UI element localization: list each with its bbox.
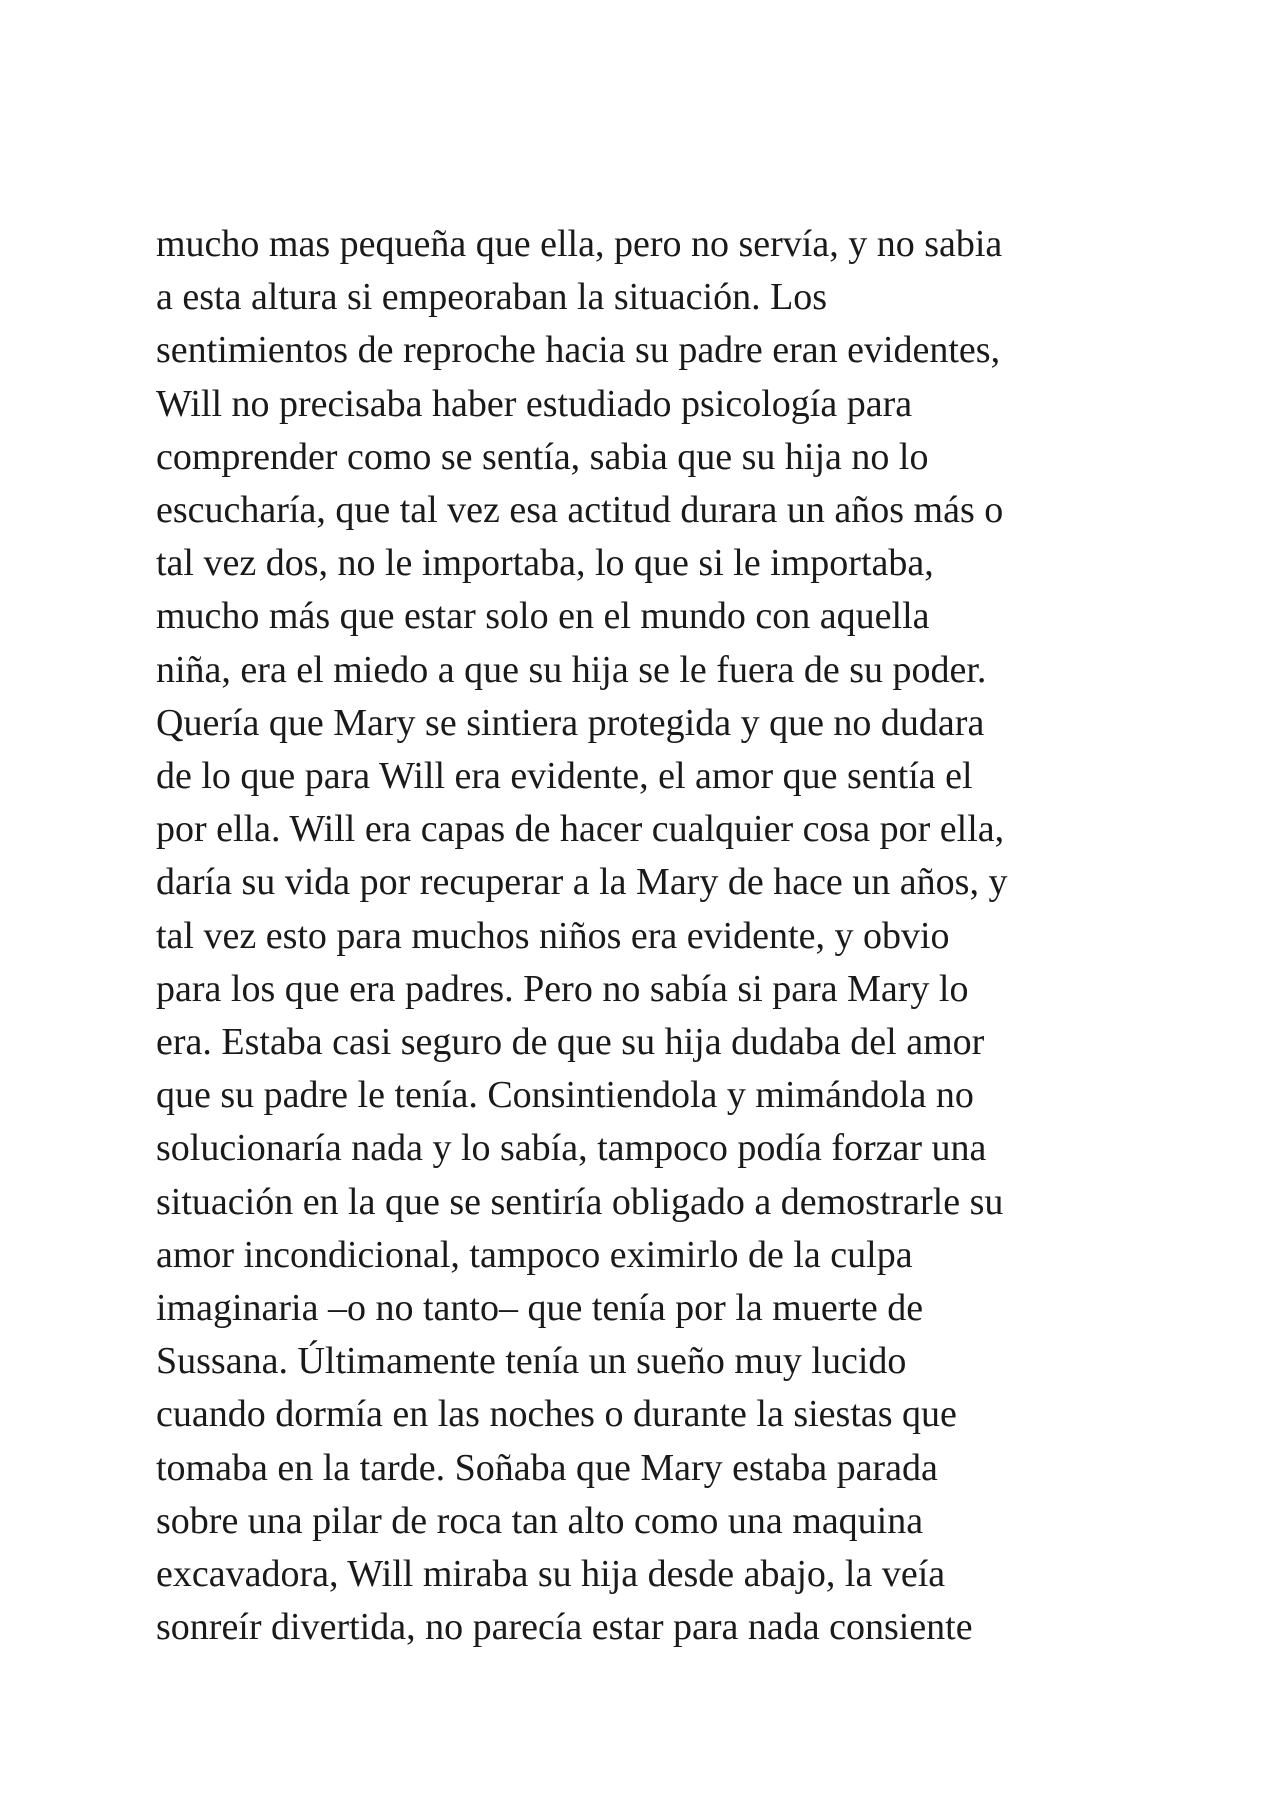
text-line-27: sonreír divertida, no parecía estar para nada consiente (156, 1606, 973, 1649)
text-line-7: tal vez dos, no le importaba, lo que si le importaba, (156, 542, 934, 585)
text-line-23: cuando dormía en las noches o durante la siestas que (156, 1393, 957, 1436)
text-line-20: amor incondicional, tampoco eximirlo de la culpa (156, 1233, 913, 1276)
text-line-2: a esta altura si empeoraban la situación. Los (156, 276, 828, 319)
text-line-17: que su padre le tenía. Consintiendola y mimándola no (156, 1074, 974, 1117)
text-line-15: para los que era padres. Pero no sabía si para Mary lo (156, 967, 969, 1010)
text-line-25: sobre una pilar de roca tan alto como una maquina (156, 1499, 924, 1542)
text-line-11: de lo que para Will era evidente, el amor que sentía el (156, 755, 973, 798)
text-line-24: tomaba en la tarde. Soñaba que Mary estaba parada (156, 1446, 938, 1489)
text-line-13: daría su vida por recuperar a la Mary de hace un años, y (156, 861, 1008, 904)
text-line-5: comprender como se sentía, sabia que su hija no lo (156, 435, 929, 478)
body-text (156, 218, 1156, 1654)
text-line-6: escucharía, que tal vez esa actitud durara un años más o (156, 489, 1004, 532)
text-line-9: niña, era el miedo a que su hija se le fuera de su poder. (156, 648, 987, 691)
text-line-18: solucionaría nada y lo sabía, tampoco podía forzar una (156, 1127, 987, 1170)
text-line-21: imaginaria –o no tanto– que tenía por la muerte de (156, 1287, 924, 1330)
text-line-22: Sussana. Últimamente tenía un sueño muy lucido (156, 1340, 907, 1383)
text-line-14: tal vez esto para muchos niños era evidente, y obvio (156, 914, 950, 957)
text-line-4: Will no precisaba haber estudiado psicología para (156, 382, 913, 425)
text-line-10: Quería que Mary se sintiera protegida y que no dudara (156, 701, 985, 744)
text-line-16: era. Estaba casi seguro de que su hija dudaba del amor (156, 1021, 985, 1064)
text-line-26: excavadora, Will miraba su hija desde abajo, la veía (156, 1553, 946, 1596)
text-line-8: mucho más que estar solo en el mundo con aquella (156, 595, 930, 638)
text-line-12: por ella. Will era capas de hacer cualquier cosa por ella, (156, 808, 1005, 851)
text-line-19: situación en la que se sentiría obligado a demostrarle su (156, 1180, 1004, 1223)
text-line-1: mucho mas pequeña que ella, pero no servía, y no sabia (156, 223, 1003, 265)
text-line-3: sentimientos de reproche hacia su padre eran evidentes, (156, 329, 1001, 372)
